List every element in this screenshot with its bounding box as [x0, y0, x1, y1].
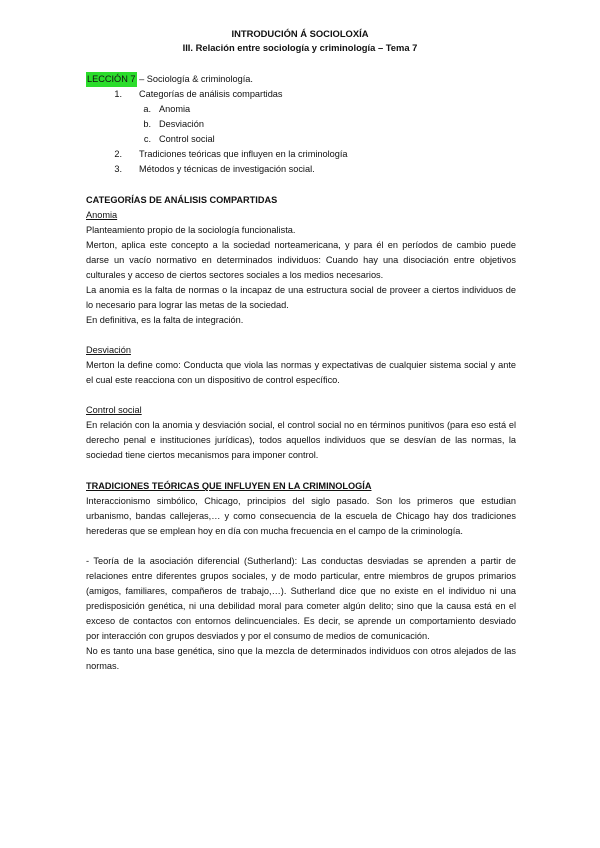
outline-subtext: Control social [159, 134, 215, 144]
subsection-title-desviacion: Desviación [86, 345, 131, 355]
document-body [86, 72, 516, 674]
paragraph: En definitiva, es la falta de integración. [86, 315, 244, 325]
subsection-title-control-social: Control social [86, 405, 142, 415]
outline-number: 2. [114, 149, 122, 159]
document-title: INTRODUCIÓN Á SOCIOLOXÍA [231, 28, 369, 39]
outline-item [86, 147, 516, 162]
outline-letter: b. [143, 119, 151, 129]
outline-letter: c. [143, 134, 151, 144]
outline-number: 1. [114, 89, 122, 99]
outline-subtext: Anomia [159, 104, 191, 114]
lesson-title: – Sociología & criminología. [136, 74, 253, 84]
paragraph: La anomia es la falta de normas o la incapaz de una estructura social de proveer a ciertos individuos de lo necesario para lograr las metas de la sociedad. [86, 285, 516, 310]
outline-number: 3. [114, 164, 122, 174]
document-subtitle: III. Relación entre sociología y criminología – Tema 7 [182, 42, 418, 53]
subsection-title-anomia: Anomia [86, 210, 118, 220]
section-heading: TRADICIONES TEÓRICAS QUE INFLUYEN EN LA CRIMINOLOGÍA [86, 481, 372, 491]
paragraph: - Teoría de la asociación diferencial (Sutherland): Las conductas desviadas se aprenden a partir de relaciones entre diferentes grupos sociales, y de modo particular, entre miembros de grupos primarios (amigos, familiares, compañeros de trabajo,…). Sutherland dice que no existe en el individuo ni una predisposición genética, ni una debilidad moral para cometer algún delito; sino que la causa está en el exceso de contactos con entornos delincuenciales. Es decir, se aprende un comportamiento desviado por interacción con grupos desviados y por el consumo de medios de comunicación. [86, 556, 516, 641]
paragraph: En relación con la anomia y desviación social, el control social no en términos punitivos (para eso está el derecho penal e instituciones jurídicas), todos aquellos individuos que se desvían de las normas, la sociedad tiene ciertos mecanismos para imponer control. [86, 420, 516, 460]
outline-text: Categorías de análisis compartidas [139, 89, 283, 99]
paragraph: Merton la define como: Conducta que viola las normas y expectativas de cualquier sistema social y ante el cual este reacciona con un dispositivo de control específico. [86, 360, 516, 385]
paragraph: No es tanto una base genética, sino que la mezcla de determinados individuos con otros alejados de las normas. [86, 646, 516, 671]
section-heading: CATEGORÍAS DE ANÁLISIS COMPARTIDAS [86, 195, 278, 205]
outline-subitem [86, 132, 516, 147]
outline-item [86, 87, 516, 102]
lesson-tag-highlight: LECCIÓN 7 [86, 72, 137, 87]
outline-text: Tradiciones teóricas que influyen en la criminología [139, 149, 348, 159]
outline-text: Métodos y técnicas de investigación social. [139, 164, 315, 174]
outline-subitem [86, 117, 516, 132]
outline-subtext: Desviación [159, 119, 204, 129]
lesson-line [86, 72, 516, 87]
outline-item [86, 162, 516, 177]
paragraph: Merton, aplica este concepto a la sociedad norteamericana, y para él en períodos de cambio puede darse un vacío normativo en determinados individuos: Cuando hay una disociación entre objetivos culturales y acceso de ciertos sectores sociales a los medios necesarios. [86, 240, 516, 280]
outline-subitem [86, 102, 516, 117]
paragraph: Planteamiento propio de la sociología funcionalista. [86, 225, 296, 235]
paragraph: Interaccionismo simbólico, Chicago, principios del siglo pasado. Son los primeros que estudian urbanismo, bandas callejeras,… y como consecuencia de la escuela de Chicago hay dos tradiciones herederas que se emplean hoy en día con mucha frecuencia en el campo de la criminología. [86, 496, 516, 536]
outline-letter: a. [143, 104, 151, 114]
